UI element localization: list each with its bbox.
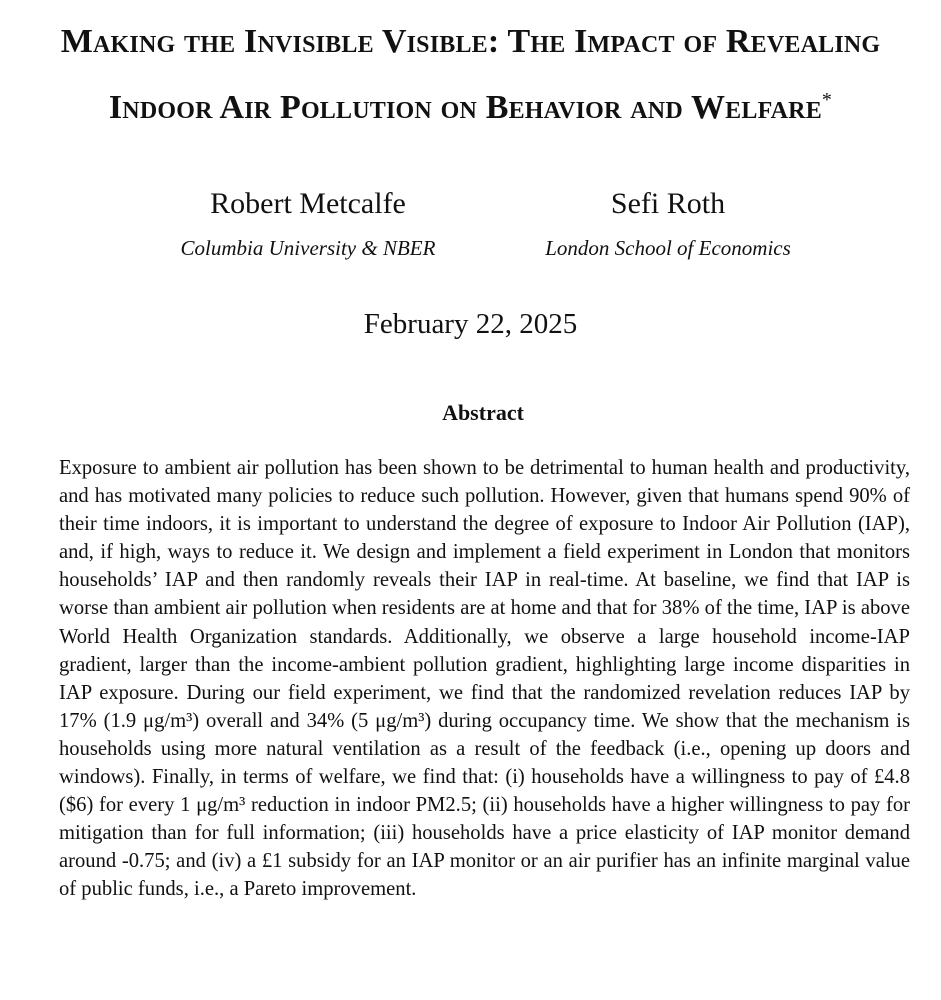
paper-title-line-2: [0, 88, 941, 128]
publication-date: February 22, 2025: [363, 308, 578, 340]
paper-title-line-1: [0, 22, 941, 62]
author-affiliation: Columbia University & NBER: [180, 236, 436, 260]
author-affiliation: London School of Economics: [545, 236, 791, 260]
abstract-text: Exposure to ambient air pollution has been shown to be detrimental to human health and productivity, and has motivated many policies to reduce such pollution. However, given that humans spend 90% of their time indoors, it is important to understand the degree of exposure to Indoor Air Pollution (IAP), and, if high, ways to reduce it. We design and implement a field experiment in London that monitors households’ IAP and then randomly reveals their IAP in real-time. At baseline, we find that IAP is worse than ambient air pollution when residents are at home and that for 38% of the time, IAP is above World Health Organization standards. Additionally, we observe a large household income-IAP gradient, larger than the income-ambient pollution gradient, highlighting large income disparities in IAP exposure. During our field experiment, we find that the randomized revelation reduces IAP by 17% (1.9 μg/m³) overall and 34% (5 μg/m³) during occupancy time. We show that the mechanism is households using more natural ventilation as a result of the feedback (i.e., opening up doors and windows). Finally, in terms of welfare, we find that: (i) households have a willingness to pay of £4.8 ($6) for every 1 μg/m³ reduction in indoor PM2.5; (ii) households have a higher willingness to pay for mitigation than for full information; (iii) households have a price elasticity of IAP monitor demand around -0.75; and (iv) a £1 subsidy for an IAP monitor or an air purifier has an infinite marginal value of public funds, i.e., a Pareto improvement.: [59, 457, 910, 901]
title-text-2: Indoor Air Pollution on Behavior and Welfare: [108, 89, 822, 126]
author-name: Sefi Roth: [610, 187, 726, 220]
abstract-heading: Abstract: [442, 400, 524, 425]
author-block-2: [510, 186, 826, 261]
author-name: Robert Metcalfe: [210, 187, 406, 220]
author-block-1: [150, 186, 466, 261]
title-text-1: Making the Invisible Visible: The Impact of Revealing: [60, 23, 881, 60]
title-footnote-marker[interactable]: *: [821, 89, 833, 111]
